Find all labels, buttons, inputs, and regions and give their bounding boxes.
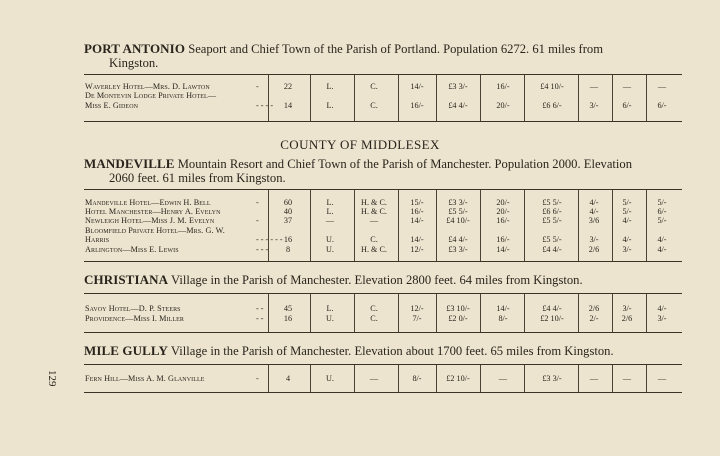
lighting: U. [326, 374, 334, 383]
table-row [84, 91, 682, 100]
daily-rate-high: 20/- [496, 207, 510, 216]
extra-charge-1: 2/6 [588, 245, 600, 254]
daily-rate-high: 14/- [496, 304, 510, 313]
lighting: L. [326, 198, 334, 207]
water-supply: C. [370, 304, 378, 313]
hotel-name: De Montevin Lodge Private Hotel— [85, 91, 217, 100]
table-row [84, 245, 682, 254]
water-supply: C. [370, 101, 378, 110]
lighting: — [325, 216, 335, 225]
weekly-rate-high: £6 6/- [542, 207, 562, 216]
extra-charge-1: 3/6 [588, 216, 600, 225]
column-divider [354, 294, 355, 332]
hotel-name: Mandeville Hotel—Edwin H. Bell [85, 198, 211, 207]
daily-rate: 14/- [410, 216, 424, 225]
daily-rate: 7/- [412, 314, 422, 323]
water-supply: — [369, 374, 379, 383]
leader-dots: - - - [256, 245, 269, 254]
weekly-rate-high: £4 10/- [540, 82, 564, 91]
column-divider [354, 75, 355, 121]
christiana-heading [84, 273, 684, 287]
table-row [84, 314, 682, 323]
daily-rate-high: 16/- [496, 235, 510, 244]
town-description: Mountain Resort and Chief Town of the Parish of Manchester. Population 2000. Elevation [177, 157, 633, 171]
weekly-rate-high: £4 4/- [542, 304, 562, 313]
weekly-rate-high: £4 4/- [542, 245, 562, 254]
mandeville-heading [84, 157, 684, 185]
rooms-count: 60 [283, 198, 293, 207]
daily-rate: 15/- [410, 198, 424, 207]
column-divider [612, 75, 613, 121]
extra-charge-3: 6/- [657, 101, 667, 110]
weekly-rate: £2 10/- [446, 374, 470, 383]
column-divider [524, 294, 525, 332]
weekly-rate-high: £5 5/- [542, 216, 562, 225]
table-row [84, 82, 682, 91]
column-divider [524, 365, 525, 392]
table-row [84, 304, 682, 313]
daily-rate: 8/- [412, 374, 422, 383]
column-divider [436, 365, 437, 392]
lighting: L. [326, 304, 334, 313]
daily-rate: 12/- [410, 245, 424, 254]
weekly-rate-high: £3 3/- [542, 374, 562, 383]
hotel-name: Savoy Hotel—D. P. Steers [85, 304, 181, 313]
table-row [84, 226, 682, 235]
extra-charge-2: 6/- [622, 101, 632, 110]
daily-rate: 14/- [410, 82, 424, 91]
water-supply: H. & C. [361, 198, 387, 207]
extra-charge-1: 4/- [589, 207, 599, 216]
column-divider [310, 294, 311, 332]
water-supply: H. & C. [361, 207, 387, 216]
table-row [84, 207, 682, 216]
column-divider [612, 365, 613, 392]
column-divider [398, 190, 399, 261]
weekly-rate: £3 3/- [448, 198, 468, 207]
column-divider [646, 365, 647, 392]
table-row [84, 235, 682, 244]
town-description: Village in the Parish of Manchester. Elevation 2800 feet. 64 miles from Kingston. [171, 273, 583, 287]
rooms-count: 45 [283, 304, 293, 313]
mile-gully-heading [84, 344, 684, 358]
town-description-cont: 2060 feet. 61 miles from Kingston. [109, 171, 286, 185]
column-divider [436, 294, 437, 332]
port-antonio-heading [84, 42, 684, 70]
weekly-rate: £2 0/- [448, 314, 468, 323]
extra-charge-3: 4/- [657, 245, 667, 254]
extra-charge-2: — [622, 374, 632, 383]
table-top-rule [84, 293, 682, 294]
leader-dots: - - [256, 304, 264, 313]
table-row [84, 374, 682, 383]
column-divider [354, 190, 355, 261]
extra-charge-3: 4/- [657, 235, 667, 244]
column-divider [310, 75, 311, 121]
extra-charge-2: 3/- [622, 245, 632, 254]
weekly-rate: £3 3/- [448, 82, 468, 91]
daily-rate-high: 16/- [496, 82, 510, 91]
lighting: L. [326, 207, 334, 216]
rooms-count: 16 [283, 235, 293, 244]
daily-rate: 12/- [410, 304, 424, 313]
hotel-name: Waverley Hotel—Mrs. D. Lawton [85, 82, 210, 91]
lighting: U. [326, 245, 334, 254]
column-divider [524, 190, 525, 261]
leader-dots: - - [256, 314, 264, 323]
column-divider [480, 294, 481, 332]
hotel-name: Harris [85, 235, 110, 244]
extra-charge-2: — [622, 82, 632, 91]
water-supply: C. [370, 314, 378, 323]
column-divider [310, 365, 311, 392]
weekly-rate: £3 10/- [446, 304, 470, 313]
column-divider [268, 75, 269, 121]
leader-dots: - [256, 198, 259, 207]
extra-charge-3: 5/- [657, 198, 667, 207]
extra-charge-1: 2/6 [588, 304, 600, 313]
daily-rate: 16/- [410, 101, 424, 110]
extra-charge-1: 2/- [589, 314, 599, 323]
rooms-count: 14 [283, 101, 293, 110]
weekly-rate-high: £5 5/- [542, 235, 562, 244]
table-bottom-rule [84, 261, 682, 262]
extra-charge-2: 5/- [622, 207, 632, 216]
hotel-name: Providence—Miss I. Miller [85, 314, 184, 323]
column-divider [612, 294, 613, 332]
weekly-rate: £3 3/- [448, 245, 468, 254]
column-divider [436, 75, 437, 121]
county-title: COUNTY OF MIDDLESEX [280, 137, 440, 152]
leader-dots: - - - - [256, 101, 274, 110]
weekly-rate-high: £6 6/- [542, 101, 562, 110]
extra-charge-2: 5/- [622, 198, 632, 207]
table-row [84, 216, 682, 225]
daily-rate-high: 8/- [498, 314, 508, 323]
weekly-rate: £5 5/- [448, 207, 468, 216]
extra-charge-3: 3/- [657, 314, 667, 323]
column-divider [398, 365, 399, 392]
extra-charge-1: — [589, 374, 599, 383]
leader-dots: - [256, 374, 259, 383]
daily-rate-high: 20/- [496, 198, 510, 207]
column-divider [354, 365, 355, 392]
extra-charge-3: — [657, 82, 667, 91]
town-description-cont: Kingston. [109, 56, 159, 70]
column-divider [612, 190, 613, 261]
extra-charge-3: — [657, 374, 667, 383]
column-divider [480, 365, 481, 392]
leader-dots: - [256, 216, 259, 225]
water-supply: H. & C. [361, 245, 387, 254]
leader-dots: - [256, 82, 259, 91]
column-divider [578, 190, 579, 261]
weekly-rate: £4 10/- [446, 216, 470, 225]
extra-charge-3: 6/- [657, 207, 667, 216]
column-divider [480, 190, 481, 261]
extra-charge-2: 4/- [622, 235, 632, 244]
column-divider [480, 75, 481, 121]
daily-rate-high: 16/- [496, 216, 510, 225]
extra-charge-3: 5/- [657, 216, 667, 225]
extra-charge-1: 4/- [589, 198, 599, 207]
column-divider [646, 294, 647, 332]
rooms-count: 8 [285, 245, 291, 254]
town-name: PORT ANTONIO [84, 41, 186, 56]
extra-charge-1: — [589, 82, 599, 91]
extra-charge-2: 3/- [622, 304, 632, 313]
rooms-count: 16 [283, 314, 293, 323]
table-bottom-rule [84, 121, 682, 122]
extra-charge-1: 3/- [589, 101, 599, 110]
daily-rate: 16/- [410, 207, 424, 216]
table-top-rule [84, 364, 682, 365]
weekly-rate-high: £5 5/- [542, 198, 562, 207]
extra-charge-1: 3/- [589, 235, 599, 244]
column-divider [268, 294, 269, 332]
column-divider [268, 365, 269, 392]
table-row [84, 198, 682, 207]
table-row [84, 101, 682, 110]
hotel-name: Bloomfield Private Hotel—Mrs. G. W. [85, 226, 225, 235]
rooms-count: 37 [283, 216, 293, 225]
column-divider [398, 75, 399, 121]
town-name: CHRISTIANA [84, 272, 169, 287]
column-divider [646, 75, 647, 121]
rooms-count: 4 [285, 374, 291, 383]
column-divider [578, 294, 579, 332]
weekly-rate: £4 4/- [448, 235, 468, 244]
extra-charge-2: 4/- [622, 216, 632, 225]
column-divider [578, 365, 579, 392]
hotel-name: Newleigh Hotel—Miss J. M. Evelyn [85, 216, 215, 225]
table-bottom-rule [84, 392, 682, 393]
lighting: U. [326, 235, 334, 244]
town-name: MANDEVILLE [84, 156, 175, 171]
column-divider [646, 190, 647, 261]
weekly-rate: £4 4/- [448, 101, 468, 110]
daily-rate-high: 20/- [496, 101, 510, 110]
hotel-name: Fern Hill—Miss A. M. Glanville [85, 374, 205, 383]
table-top-rule [84, 74, 682, 75]
daily-rate-high: 14/- [496, 245, 510, 254]
column-divider [310, 190, 311, 261]
column-divider [398, 294, 399, 332]
table-bottom-rule [84, 332, 682, 333]
hotel-name: Miss E. Gideon [85, 101, 139, 110]
hotel-name: Hotel Manchester—Henry A. Evelyn [85, 207, 221, 216]
column-divider [578, 75, 579, 121]
water-supply: — [369, 216, 379, 225]
extra-charge-2: 2/6 [621, 314, 633, 323]
column-divider [268, 190, 269, 261]
daily-rate: 14/- [410, 235, 424, 244]
rooms-count: 40 [283, 207, 293, 216]
extra-charge-3: 4/- [657, 304, 667, 313]
water-supply: C. [370, 82, 378, 91]
table-top-rule [84, 189, 682, 190]
lighting: L. [326, 82, 334, 91]
leader-dots: - - - - - - [256, 235, 283, 244]
daily-rate-high: — [498, 374, 508, 383]
column-divider [524, 75, 525, 121]
town-name: MILE GULLY [84, 343, 168, 358]
lighting: L. [326, 101, 334, 110]
rooms-count: 22 [283, 82, 293, 91]
hotel-name: Arlington—Miss E. Lewis [85, 245, 179, 254]
town-description: Village in the Parish of Manchester. Elevation about 1700 feet. 65 miles from Kingston. [170, 344, 614, 358]
weekly-rate-high: £2 10/- [540, 314, 564, 323]
town-description: Seaport and Chief Town of the Parish of Portland. Population 6272. 61 miles from [188, 42, 603, 56]
page-number: 129 [46, 370, 58, 387]
lighting: U. [326, 314, 334, 323]
column-divider [436, 190, 437, 261]
water-supply: C. [370, 235, 378, 244]
